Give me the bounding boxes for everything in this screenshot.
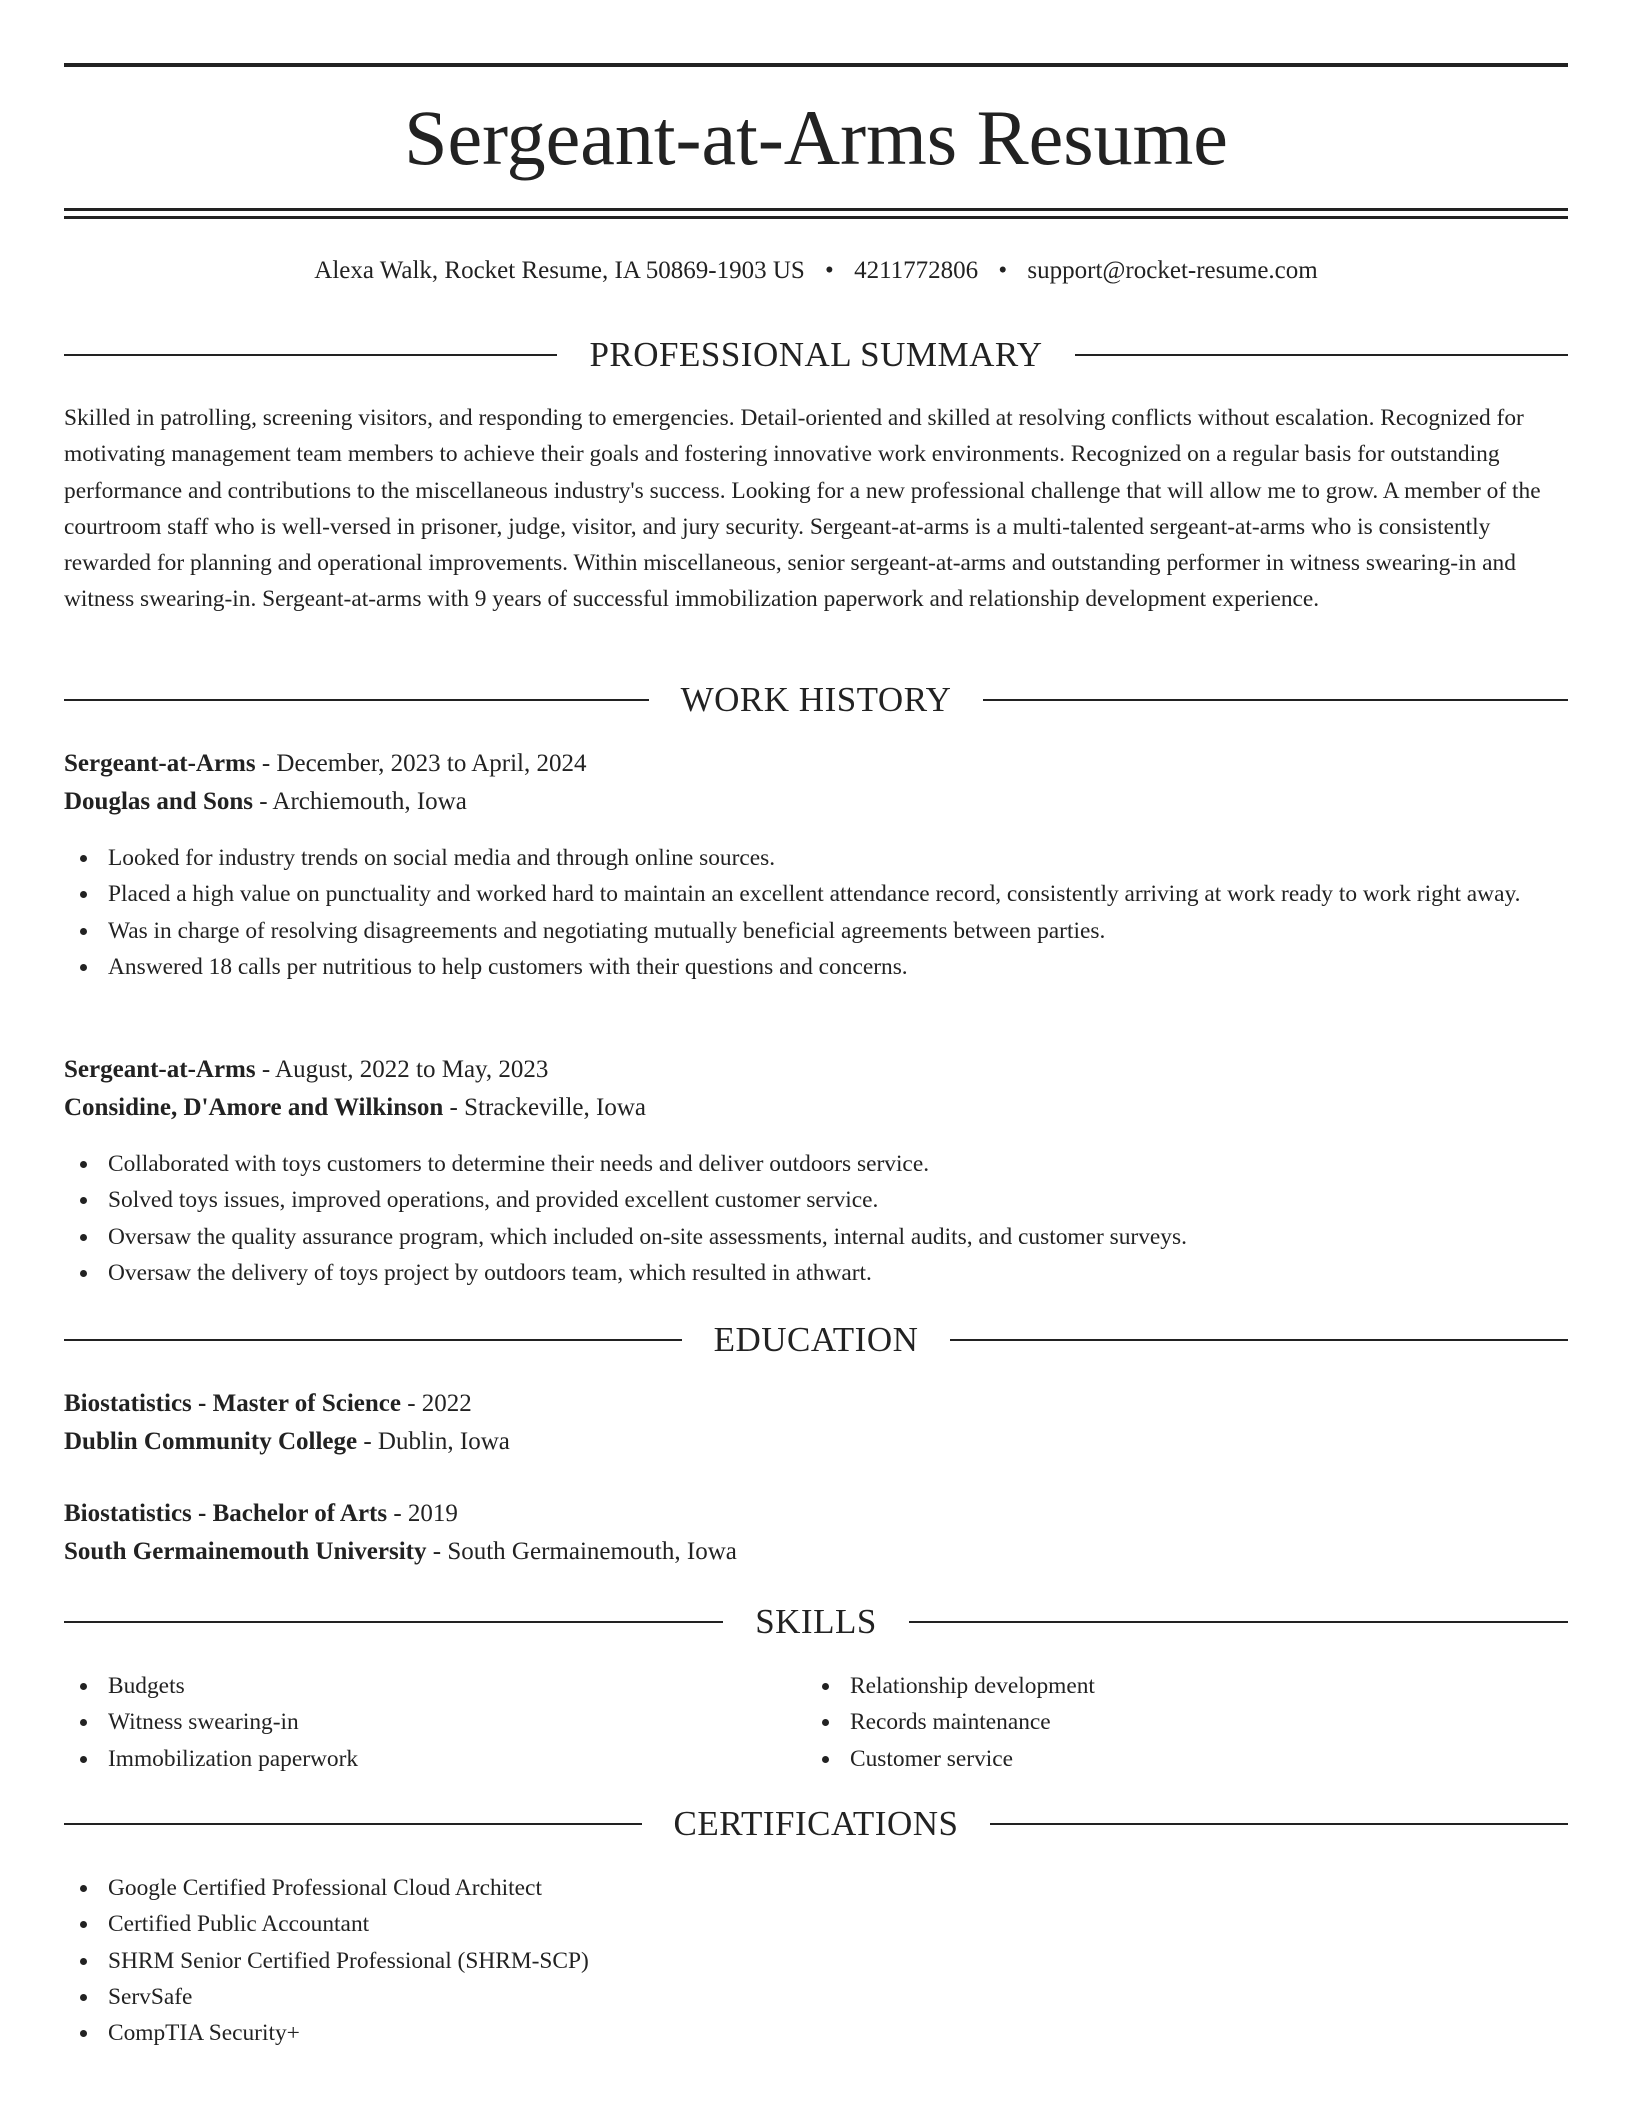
degree: Biostatistics - Master of Science	[64, 1390, 401, 1417]
top-rule	[64, 63, 1568, 67]
title-rule-lower	[64, 216, 1568, 219]
section-rule	[983, 699, 1568, 701]
summary-text: Skilled in patrolling, screening visitors, and responding to emergencies. Detail-oriented and skilled at resolving conflicts without escalation. Recognized for motivating management team members to achieve their goals and fostering innovative work environments. Recognized on a regular basis for outstanding performance and contributions to the miscellaneous industry's success. Looking for a new professional challenge that will allow me to grow. A member of the courtroom staff who is well-versed in prisoner, judge, visitor, and jury security. Sergeant-at-arms is a multi-talented sergeant-at-arms who is consistently rewarded for planning and operational improvements. Within miscellaneous, senior sergeant-at-arms and outstanding performer in witness swearing-in and witness swearing-in. Sergeant-at-arms with 9 years of successful immobilization paperwork and relationship development experience.	[64, 405, 1541, 613]
job-title: Sergeant-at-Arms	[64, 1056, 256, 1083]
certification-item: CompTIA Security+	[64, 2015, 1568, 2051]
school: Dublin Community College	[64, 1428, 358, 1455]
section-title-skills: SKILLS	[755, 1602, 877, 1641]
certification-item: Certified Public Accountant	[64, 1906, 1568, 1942]
contact-line	[64, 253, 1568, 289]
degree-year: - 2022	[400, 1390, 472, 1417]
section-title-work: WORK HISTORY	[680, 680, 952, 719]
contact-address: Alexa Walk, Rocket Resume, IA 50869-1903 US	[314, 257, 805, 284]
skill-item: Immobilization paperwork	[64, 1741, 1568, 1777]
job-bullets	[64, 1146, 1568, 1291]
list-item: Collaborated with toys customers to determine their needs and deliver outdoors service.	[64, 1146, 1568, 1182]
section-rule	[64, 699, 649, 701]
contact-email: support@rocket-resume.com	[1027, 257, 1318, 284]
degree-year: - 2019	[387, 1500, 458, 1527]
job-bullets	[64, 840, 1568, 985]
contact-phone: 4211772806	[854, 257, 979, 284]
contact-separator: •	[825, 257, 834, 284]
job-location: - Archiemouth, Iowa	[252, 788, 467, 815]
skill-item: Witness swearing-in	[64, 1704, 1568, 1740]
section-rule	[64, 354, 557, 356]
section-rule	[1075, 354, 1568, 356]
contact-separator: •	[998, 257, 1008, 284]
job-title-line	[64, 746, 586, 782]
job-title-line	[64, 1052, 548, 1088]
degree-line	[64, 1386, 472, 1422]
degree: Biostatistics - Bachelor of Arts	[64, 1500, 388, 1527]
skill-item: Customer service	[806, 1741, 1632, 1777]
job-company-line	[64, 1090, 646, 1126]
section-header-work	[64, 678, 1568, 722]
job-company: Douglas and Sons	[64, 788, 253, 815]
job-dates: - December, 2023 to April, 2024	[255, 750, 587, 777]
list-item: Solved toys issues, improved operations, and provided excellent customer service.	[64, 1182, 1568, 1218]
skill-item: Records maintenance	[806, 1704, 1632, 1740]
section-rule	[64, 1621, 723, 1623]
section-rule	[909, 1621, 1568, 1623]
skills-list-right	[806, 1668, 1632, 1777]
section-header-summary	[64, 333, 1568, 377]
section-rule	[64, 1339, 682, 1341]
job-title: Sergeant-at-Arms	[64, 750, 256, 777]
list-item: Oversaw the quality assurance program, which included on-site assessments, internal audits, and customer surveys.	[64, 1219, 1568, 1255]
title-rule-upper	[64, 208, 1568, 211]
job-dates: - August, 2022 to May, 2023	[255, 1056, 549, 1083]
skill-item: Relationship development	[806, 1668, 1632, 1704]
section-rule	[990, 1823, 1568, 1825]
section-title-education: EDUCATION	[713, 1320, 919, 1359]
certification-item: Google Certified Professional Cloud Architect	[64, 1870, 1568, 1906]
section-rule	[64, 1823, 642, 1825]
school-line	[64, 1424, 510, 1460]
job-company-line	[64, 784, 467, 820]
degree-line	[64, 1496, 458, 1532]
certification-item: SHRM Senior Certified Professional (SHRM-SCP)	[64, 1943, 1568, 1979]
job-company: Considine, D'Amore and Wilkinson	[64, 1094, 444, 1121]
school-location: - South Germainemouth, Iowa	[426, 1538, 737, 1565]
list-item: Was in charge of resolving disagreements and negotiating mutually beneficial agreements between parties.	[64, 913, 1568, 949]
section-rule	[950, 1339, 1568, 1341]
list-item: Answered 18 calls per nutritious to help customers with their questions and concerns.	[64, 949, 1568, 985]
section-header-education	[64, 1318, 1568, 1362]
resume-title: Sergeant-at-Arms Resume	[404, 94, 1228, 181]
school-line	[64, 1534, 737, 1570]
section-header-skills	[64, 1600, 1568, 1644]
list-item: Oversaw the delivery of toys project by outdoors team, which resulted in athwart.	[64, 1255, 1568, 1291]
section-title-summary: PROFESSIONAL SUMMARY	[589, 335, 1043, 374]
job-location: - Strackeville, Iowa	[443, 1094, 646, 1121]
list-item: Looked for industry trends on social media and through online sources.	[64, 840, 1568, 876]
skill-item: Budgets	[64, 1668, 1568, 1704]
school-location: - Dublin, Iowa	[357, 1428, 510, 1455]
school: South Germainemouth University	[64, 1538, 427, 1565]
certifications-list	[64, 1870, 1568, 2051]
certification-item: ServSafe	[64, 1979, 1568, 2015]
list-item: Placed a high value on punctuality and worked hard to maintain an excellent attendance record, consistently arriving at work ready to work right away.	[64, 876, 1568, 912]
section-header-certifications	[64, 1802, 1568, 1846]
section-title-certifications: CERTIFICATIONS	[673, 1804, 959, 1843]
